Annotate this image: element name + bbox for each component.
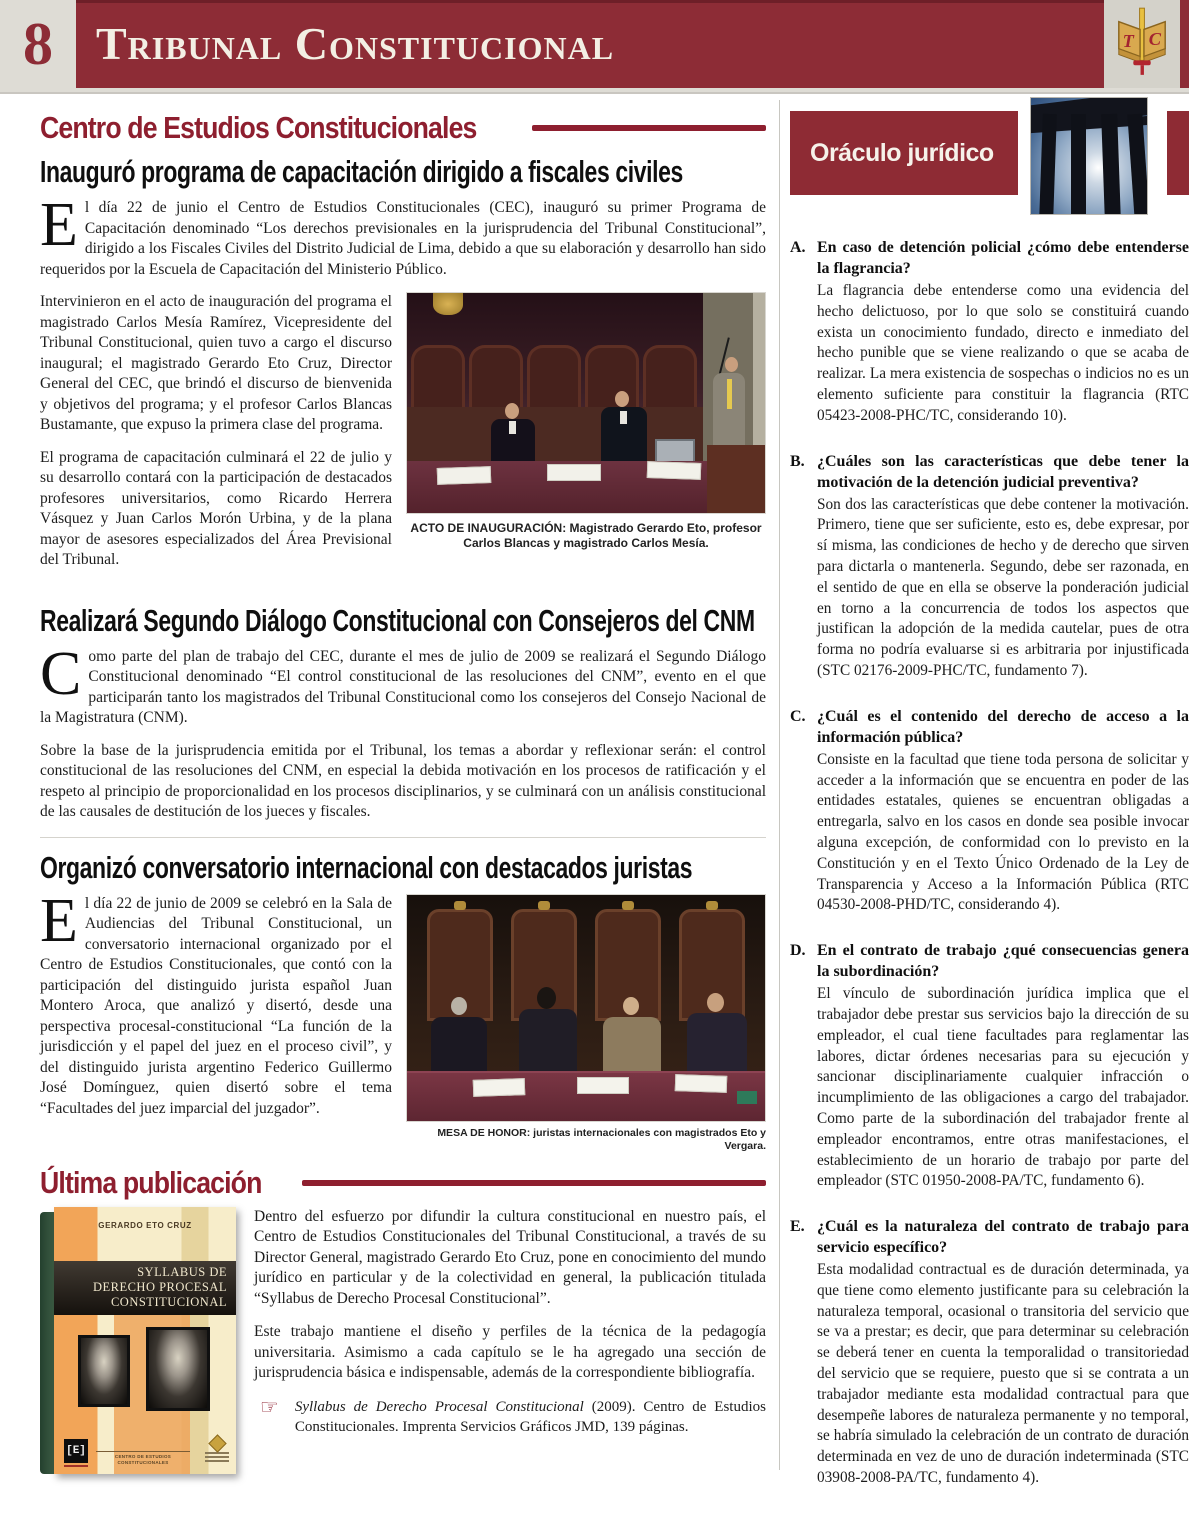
photo-shape [623, 997, 639, 1015]
photo-shape [547, 464, 601, 481]
photo-shape [1071, 114, 1086, 215]
dropcap: C [40, 639, 82, 708]
photo-shape [509, 421, 516, 434]
main-column [40, 110, 766, 1479]
photo-shape [620, 411, 627, 424]
citation-text [295, 1397, 766, 1437]
paragraph [40, 886, 392, 1120]
book-shape [205, 1460, 229, 1462]
pointing-hand-icon: ☞ [260, 1394, 279, 1419]
book-cover [40, 1207, 236, 1479]
photo-shape [737, 1091, 757, 1104]
oracle-title: Oráculo jurídico [810, 138, 994, 167]
book-emblem [202, 1437, 232, 1462]
tc-book-sword-logo-icon [1113, 6, 1171, 83]
header-underline [0, 92, 1189, 94]
page-number: 8 [23, 10, 53, 77]
photo-shape [537, 987, 556, 1009]
photo-mesa-card [406, 894, 766, 1153]
oracle-columns-photo [1030, 97, 1148, 215]
oracle-band [790, 97, 1189, 215]
qa-letter: D. [790, 942, 806, 960]
kicker-wrap [40, 1165, 298, 1201]
photo-shape [603, 1017, 661, 1077]
photo-shape [707, 993, 724, 1012]
book-title-line: CONSTITUCIONAL [110, 1294, 227, 1309]
photo-shape [1101, 114, 1121, 215]
qa-question: ¿Cuál es la naturaleza del contrato de trabajo para servicio específico? [817, 1218, 1189, 1257]
tc-logo-box [1104, 0, 1180, 88]
photo-shape [505, 403, 519, 419]
photo-shape [577, 1077, 629, 1094]
photo-inauguracion-card [406, 292, 766, 583]
book-author: GERARDO ETO CRUZ [98, 1220, 192, 1230]
svg-text:T: T [1122, 30, 1134, 51]
paragraph [40, 191, 766, 280]
qa-answer: Consiste en la facultad que tiene toda persona de solicitar y acceder a la información que se encuentra en poder de las entidades estatales, quienes se encuentran obligadas a entregarla, salvo en los casos en donde sea posible invocar alguna excepción, de conformidad con lo previsto en la Constitución y en el Texto Único Ordenado de la Ley de Transparencia y Acceso a la Información Pública (RTC 04530-2008-PHD/TC, considerando 4). [817, 750, 1189, 914]
qa-letter: B. [790, 452, 805, 470]
qa-item-a [790, 237, 1189, 427]
photo-caption: ACTO DE INAUGURACIÓN: Magistrado Gerardo Eto, profesor Carlos Blancas y magistrado Carlos Mesía. [410, 521, 762, 550]
paragraph: Sobre la base de la jurisprudencia emitida por el Tribunal, los temas a abordar y reflexionar serán: el control constitucional de las resoluciones del CNM, en especial la debida motivación en los procesos de ratificación y el respeto al principio de proporcionalidad en los procesos disciplinarios, y se culminará con un análisis constitucional de las causales de destitución de los jueces y fiscales. [40, 741, 766, 820]
qa-question: En caso de detención policial ¿cómo debe entenderse la flagrancia? [817, 239, 1189, 277]
book-emblem-gem [208, 1434, 226, 1452]
photo-frame [406, 292, 766, 514]
article-1-body-row [40, 292, 766, 583]
headline-dialogo [40, 603, 766, 637]
article-1-lead [40, 191, 766, 280]
article-2 [40, 639, 766, 823]
kicker-publicacion-label: Última publicación [40, 1164, 262, 1200]
photo-shape [473, 1078, 526, 1097]
qa-answer: La flagrancia debe entenderse como una evidencia del hecho delictuoso, por lo que solo se constituirá cuando exista un conocimiento fundado, directo e inmediato del hecho punible que se viene realizando o que se acaba de realizar. La mera existencia de sospechas o indicios no es un elemento suficiente para constituir la flagrancia (RTC 05423-2008-PHC/TC, considerando 10). [817, 282, 1189, 424]
photo-shape [433, 293, 463, 315]
photo-shape [519, 1009, 577, 1077]
paragraph: Este trabajo mantiene el diseño y perfiles de la técnica de la pedagogía universitaria. Asimismo a cada capítulo se le ha agregado una sección de jurisprudencia básica e indispensable, además de la correspondiente bibliografía. [254, 1323, 766, 1381]
paragraph [40, 639, 766, 729]
article-1-text [40, 292, 392, 583]
header-right-sliver [1180, 0, 1189, 88]
photo-shape [527, 345, 581, 411]
qa-item-c [790, 706, 1189, 916]
book-title-line: SYLLABUS DE [137, 1264, 227, 1279]
oracle-column [790, 97, 1189, 1513]
photo-shape [615, 391, 629, 407]
qa-answer: El vínculo de subordinación jurídica implica que el trabajador debe prestar sus servicios bajo la dirección de su empleador, el cual tiene facultades para reglamentar las labores, dictar órdenes necesarias para su ejecución y sancionar disciplinariamente cualquier infracción o incumplimiento de las obligaciones a cargo del trabajador. Como parte de la subordinación del trabajador frente al empleador encontramos, entre otras manifestaciones, el establecimiento de un horario de trabajo por parte del empleador (STC 01950-2008-PA/TC, fundamento 6). [817, 985, 1189, 1190]
photo-shape [1127, 114, 1148, 215]
photo-shape [538, 901, 550, 910]
dropcap: E [40, 191, 78, 259]
headline-text: Realizará Segundo Diálogo Constitucional con Consejeros del CNM [40, 602, 755, 638]
svg-text:C: C [1148, 28, 1162, 49]
oracle-band-sliver [1167, 111, 1189, 195]
book-title-line: DERECHO PROCESAL [92, 1279, 227, 1294]
photo-shape [622, 901, 634, 910]
section-kicker-publicacion [40, 1165, 766, 1201]
qa-letter: C. [790, 707, 806, 725]
qa-question: En el contrato de trabajo ¿qué consecuencias genera la subordinación? [817, 942, 1189, 981]
page-header [0, 0, 1189, 92]
citation-title: Syllabus de Derecho Procesal Constitucional [294, 1398, 584, 1415]
paragraph-text: omo parte del plan de trabajo del CEC, durante el mes de julio de 2009 se realizará el Segundo Diálogo Constitucional denominado “El control constitucional de las resoluciones del CNM”, evento en el que participarán tanto los magistrados del Tribunal Constitucional como los consejeros del Consejo Nacional de la Magistratura (CNM). [40, 647, 766, 726]
photo-shape [687, 1013, 747, 1077]
qa-letter: A. [790, 239, 806, 256]
qa-answer: Esta modalidad contractual es de duración determinada, ya que tiene como elemento justificante para su celebración la naturaleza temporal, ocasional o transitoria del servicio que se va a prestar; es decir, que para determinar su celebración se deberá tener en cuenta la temporalidad o transitoriedad del servicio que se requiere, puesto que si se contrata a un trabajador mediante esta modalidad contractual para que desempeñe labores de naturaleza permanente y no temporal, se habría simulado la celebración de un contrato de duración determinada en vez de uno de duración indeterminada (STC 03908-2008-PA/TC, fundamento 4). [817, 1261, 1189, 1487]
qa-answer: Son dos las características que debe contener la motivación. Primero, tiene que ser suficiente, esto es, debe expresar, por sí misma, las condiciones de hecho y de derecho que sirven para dictarla o mantenerla. Segundo, debe ser razonada, en el sentido de que en ella se observe la ponderación judicial en torno a la concurrencia de todos los aspectos que justifican la adopción de la medida cautelar, pues de otra forma no podría evaluarse si es arbitraria por injustificada (STC 02176-2009-PHC/TC, fundamento 7). [817, 495, 1189, 679]
kicker-rule [532, 125, 766, 131]
book-shape [205, 1456, 229, 1458]
book-spine [40, 1212, 54, 1474]
qa-item-d [790, 940, 1189, 1192]
article-3-row [40, 886, 766, 1153]
photo-shape [454, 901, 466, 910]
qa-question: ¿Cuáles son las características que debe tener la motivación de la detención judicial preventiva? [817, 452, 1189, 491]
photo-shape [431, 1017, 487, 1077]
headline-text: Inauguró programa de capacitación dirigido a fiscales civiles [40, 154, 683, 189]
book-shape [64, 1465, 88, 1467]
qa-question: ¿Cuál es el contenido del derecho de acceso a la información pública? [817, 707, 1189, 746]
paragraph: Dentro del esfuerzo por difundir la cultura constitucional en nuestro país, el Centro de Estudios Constitucionales del Tribunal Constitucional, a través de su Director General, magistrado Gerardo Eto Cruz, pone en conocimiento del mundo jurídico en particular y de la colectividad en general, la publicación titulada “Syllabus de Derecho Procesal Constitucional”. [254, 1207, 766, 1307]
photo-shape [675, 1074, 728, 1093]
qa-list [790, 237, 1189, 1489]
photo-shape [707, 445, 765, 513]
photo-shape [725, 357, 738, 372]
book-cover-face [54, 1207, 236, 1474]
section-divider [40, 837, 766, 838]
photo-mesa-de-honor [407, 895, 765, 1121]
photo-shape [647, 461, 702, 480]
photo-caption: MESA DE HONOR: juristas internacionales con magistrados Eto y Vergara. [437, 1126, 766, 1152]
photo-shape [1039, 114, 1057, 215]
headline-conversatorio [40, 850, 766, 884]
headline-capacitacion [40, 154, 766, 188]
article-3-text [40, 886, 392, 1153]
photo-shape [643, 345, 697, 411]
kicker-wrap [40, 110, 528, 146]
photo-shape [451, 997, 467, 1015]
photo-shape [411, 345, 465, 411]
book-publisher: CENTRO DE ESTUDIOS CONSTITUCIONALES [96, 1451, 190, 1466]
photo-shape [469, 345, 523, 411]
photo-shape [727, 379, 732, 409]
masthead-bar [76, 0, 1104, 88]
oracle-title-box [790, 111, 1018, 195]
book-publisher-logo: [E] [64, 1439, 88, 1463]
book-title-band [54, 1261, 236, 1315]
paragraph-text: l día 22 de junio de 2009 se celebró en la Sala de Audiencias del Tribunal Constitucional, un conversatorio internacional organizado por el Centro de Estudios Constitucionales, que contó con la participación del distinguido jurista español Juan Montero Aroca, que analizó y disertó, desde una perspectiva procesal-constitucional “La función de la jurisdicción y el papel del juez en el proceso civil”, y del distinguido jurista argentino Federico Guillermo José Domínguez, quien disertó sobre el tema “Facultades del juez imparcial del juzgador”. [40, 894, 392, 1117]
paragraph: Intervinieron en el acto de inauguración del programa el magistrado Carlos Mesía Ramírez, Vicepresidente del Tribunal Constitucional, quien tuvo a cargo el discurso inaugural; el magistrado Gerardo Eto Cruz, Director General del CEC, que brindó el discurso de bienvenida y objetivos del programa; y el profesor Carlos Blancas Bustamante, que expuso la primera clase del programa. [40, 293, 392, 433]
photo-shape [706, 901, 718, 910]
book-portrait-right [146, 1327, 210, 1411]
masthead-title: Tribunal Constitucional [96, 18, 615, 69]
photo-inauguracion [407, 293, 765, 513]
kicker-cec-label: Centro de Estudios Constitucionales [40, 110, 477, 145]
headline-text: Organizó conversatorio internacional con destacados juristas [40, 849, 693, 885]
dropcap: E [40, 886, 78, 955]
qa-item-b [790, 451, 1189, 682]
section-kicker-cec [40, 110, 766, 146]
paragraph-text: l día 22 de junio el Centro de Estudios Constitucionales (CEC), inauguró su primer Programa de Capacitación denominado “Los derechos previsionales en la jurisprudencia del Tribunal Constitucional”, dirigido a los Fiscales Civiles del Distrito Judicial de Lima, debido a que su elaboración y desarrollo han sido requeridos por la Escuela de Capacitación del Ministerio Público. [40, 199, 766, 278]
book-portrait-left [78, 1335, 130, 1407]
qa-letter: E. [790, 1218, 805, 1236]
photo-shape [585, 345, 639, 411]
kicker-rule [302, 1180, 766, 1186]
qa-item-e [790, 1216, 1189, 1489]
publication-row [40, 1207, 766, 1479]
photo-shape [753, 293, 765, 445]
citation [254, 1394, 766, 1437]
photo-shape [437, 466, 492, 485]
column-divider [779, 100, 780, 1470]
citation-rest: (2009). Centro de Estudios Constitucionales. Imprenta Servicios Gráficos JMD, 139 páginas. [294, 1398, 766, 1435]
publication-text [254, 1207, 766, 1479]
paragraph: El programa de capacitación culminará el 22 de julio y su desarrollo contará con la participación de destacados profesores universitarios, como Ricardo Herrera Vásquez y Juan Carlos Morón Urbina, y de la plana mayor de asesores especializados del Área Previsional del Tribunal. [40, 448, 392, 568]
photo-frame [406, 894, 766, 1122]
photo-shape [655, 439, 695, 463]
